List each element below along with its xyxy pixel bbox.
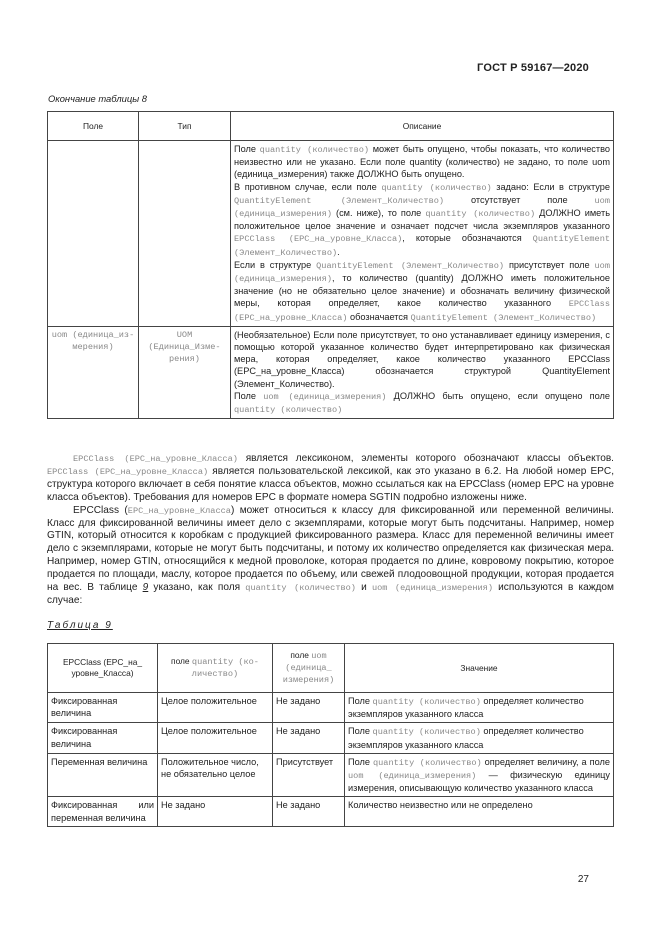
table-row — [48, 693, 614, 723]
header-epcclass: EPCClass (EPC_на_ уровне_Класса) — [48, 644, 158, 693]
document-id: ГОСТ Р 59167—2020 — [477, 62, 589, 74]
body-text — [47, 453, 614, 608]
paragraph: EPCClass (EPC_на_уровне_Класса) является лексиконом, элементы которого обозначают классы объектов. EPCClass (EPC_на_уровне_Класса) является пользовательской лексикой, как это указано в 6.2. На любой номер EPC, структура которого включает в себя понятие класса объектов, можно ссылаться как на EPCClass (номер EPC на уровне класса объектов). Требования для номеров EPC в формате номера SGTIN подробно изложены ниже. — [47, 453, 615, 503]
cell-quantity: Положительное число, не обязательно целое — [158, 753, 273, 797]
page-number: 27 — [577, 874, 589, 885]
cell-class: Фиксированная величина — [48, 693, 158, 723]
table9-caption: Таблица 9 — [47, 620, 113, 631]
table-row — [48, 141, 614, 327]
cell-uom: Не задано — [273, 797, 345, 826]
cell-class: Фиксированная или переменная величина — [48, 797, 158, 826]
table-row — [48, 797, 614, 826]
cell-type — [139, 141, 231, 327]
cell-class: Переменная величина — [48, 753, 158, 797]
header-meaning: Значение — [345, 644, 614, 693]
cell-quantity: Целое положительное — [158, 723, 273, 753]
table-row — [48, 723, 614, 753]
table-9 — [47, 643, 614, 827]
header-uom: поле uom (единица_ измерения) — [273, 644, 345, 693]
table-header-row — [48, 112, 614, 141]
cell-field — [48, 141, 139, 327]
cell-quantity: Целое положительное — [158, 693, 273, 723]
cell-field: uom (единица_из-мерения) — [48, 326, 139, 418]
table-header-row — [48, 644, 614, 693]
table-9-link[interactable]: 9 — [142, 582, 149, 594]
header-quantity: поле quantity (ко-личество) — [158, 644, 273, 693]
cell-uom: Присутствует — [273, 753, 345, 797]
cell-meaning: Поле quantity (количество) определяет количество экземпляров указанного класса — [345, 693, 614, 723]
paragraph: EPCClass (EPC_на_уровне_Класса) может относиться к классу для фиксированной или переменной величины. Класс для фиксированной величины имеет дело с экземплярами, которые могут быть подсчитаны. Например, номер GTIN, который относится к коробкам с продукцией фиксированного размера. Класс для переменной величины имеет дело с экземплярами, которые не могут быть подсчитаны, и потому их количество определяется как физическая мера. Например, номер GTIN, относящийся к медной проволоке, которая продается по длине, ковровому покрытию, которое продается по площади, маслу, которое продается по объему, или свежей плодоовощной продукции, которая продается на вес. В таблице 9 указано, как поля quantity (количество) и uom (единица_измерения) используются в каждом случае: — [47, 504, 614, 606]
header-description: Описание — [231, 112, 614, 141]
cell-type: UOM (Единица_Изме-рения) — [139, 326, 231, 418]
table-row — [48, 326, 614, 418]
table8-caption: Окончание таблицы 8 — [48, 93, 147, 104]
header-field: Поле — [48, 112, 139, 141]
table-8 — [47, 111, 614, 419]
cell-description: (Необязательное) Если поле присутствует, то оно устанавливает единицу измерения, с помощью которой указанное количество будет интерпретировано как физическая мера, которая определяет, какое количество указанного EPCClass (EPC_на_уровне_Класса) обозначается структурой QuantityElement (Элемент_Количество). Поле uom (единица_измерения) ДОЛЖНО быть опущено, если опущено поле quantity (количество) — [231, 326, 614, 418]
cell-quantity: Не задано — [158, 797, 273, 826]
cell-uom: Не задано — [273, 723, 345, 753]
cell-meaning: Поле quantity (количество) определяет количество экземпляров указанного класса — [345, 723, 614, 753]
cell-description: Поле quantity (количество) может быть опущено, чтобы показать, что количество неизвестно или не указано. Если поле quantity (количество) не задано, то поле uom (единица_измерения) также ДОЛЖНО быть опущено. В противном случае, если поле quantity (количество) задано: Если в структуре QuantityElement (Элемент_Количество) отсутствует поле uom (единица_измерения) (см. ниже), то поле quantity (количество) ДОЛЖНО иметь положительное целое значение и означает подсчет числа экземпляров указанного EPCClass (EPC_на_уровне_Класса), которые обозначаются QuantityElement (Элемент_Количество). Если в структуре QuantityElement (Элемент_Количество) присутствует поле uom (единица_измерения), то количество (quantity) ДОЛЖНО иметь положительное значение (но не обязательно целое значение) и обозначать величину физической меры, которая определяет, какое количество указанного EPCClass (EPC_на_уровне_Класса) обозначается QuantityElement (Элемент_Количество) — [231, 141, 614, 327]
table-row — [48, 753, 614, 797]
cell-class: Фиксированная величина — [48, 723, 158, 753]
cell-meaning: Поле quantity (количество) определяет величину, а поле uom (единица_измерения) — физическую единицу измерения, описывающую количество указанного класса — [345, 753, 614, 797]
header-type: Тип — [139, 112, 231, 141]
cell-meaning: Количество неизвестно или не определено — [345, 797, 614, 826]
cell-uom: Не задано — [273, 693, 345, 723]
